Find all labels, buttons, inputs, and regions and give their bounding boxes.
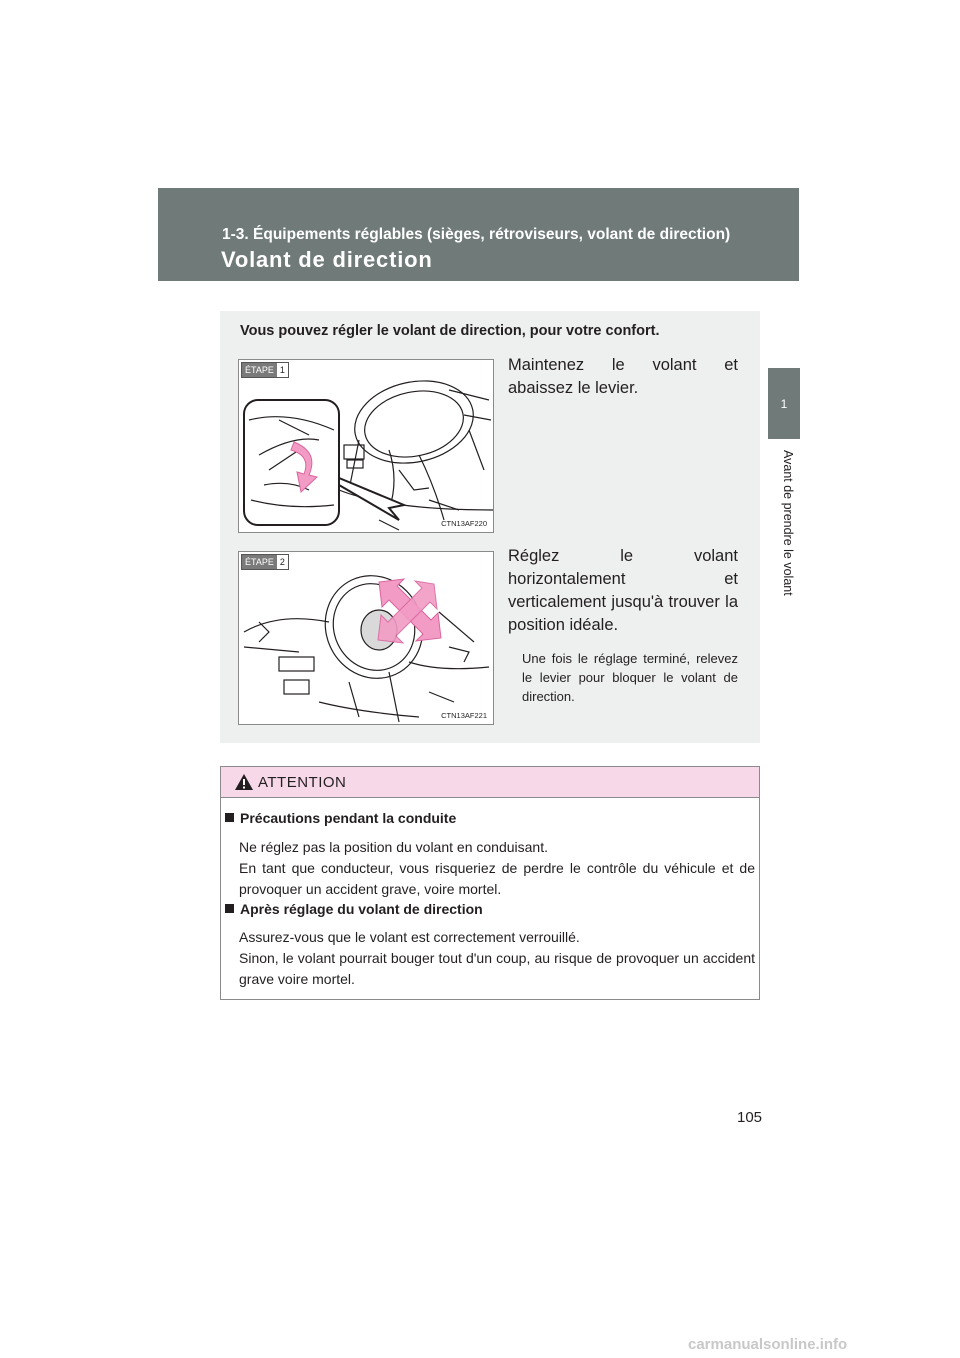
chapter-label: Avant de prendre le volant (781, 450, 795, 596)
steering-lever-drawing (239, 360, 494, 533)
warning-line: Assurez-vous que le volant est correctement verrouillé. (239, 929, 580, 945)
step2-text: Réglez le volant horizontalement et verticalement jusqu'à trouver la position idéale. (508, 547, 738, 634)
warning-label: ATTENTION (258, 774, 347, 791)
warning-line: Sinon, le volant pourrait bouger tout d'un coup, au risque de provoquer un accident grave voire mortel. (239, 950, 755, 987)
page-number: 105 (737, 1109, 763, 1126)
section-title: 1-3. Équipements réglables (sièges, rétroviseurs, volant de direction) (222, 226, 731, 243)
step2-badge: ÉTAPE 2 (241, 554, 289, 570)
watermark[interactable]: carmanualsonline.info (688, 1336, 848, 1353)
chapter-number: 1 (780, 396, 788, 411)
steering-adjust-drawing (239, 552, 494, 725)
step2-note: Une fois le réglage terminé, relevez le levier pour bloquer le volant de direction. (522, 651, 738, 704)
figure-code: CTN13AF220 (441, 519, 487, 528)
page-title: Volant de direction (221, 247, 433, 272)
bullet-square-icon (225, 813, 234, 822)
step1-illustration (238, 359, 494, 533)
warning-icon (234, 773, 254, 791)
warning-box (220, 766, 760, 1000)
step1-text: Maintenez le volant et abaissez le levier. (508, 356, 738, 397)
figure-code: CTN13AF221 (441, 711, 487, 720)
warning-line: En tant que conducteur, vous risqueriez de perdre le contrôle du véhicule et de provoquer un accident grave, voire mortel. (239, 860, 755, 897)
warning-item-title: Après réglage du volant de direction (225, 901, 483, 917)
intro-text: Vous pouvez régler le volant de direction, pour votre confort. (240, 323, 660, 339)
warning-item-title: Précautions pendant la conduite (225, 810, 456, 826)
warning-header (221, 767, 759, 798)
procedure-box (220, 311, 760, 743)
bullet-square-icon (225, 904, 234, 913)
chapter-tab[interactable] (768, 368, 800, 439)
warning-line: Ne réglez pas la position du volant en conduisant. (239, 839, 548, 855)
section-header (158, 188, 799, 281)
step2-illustration (238, 551, 494, 725)
step1-badge: ÉTAPE 1 (241, 362, 289, 378)
